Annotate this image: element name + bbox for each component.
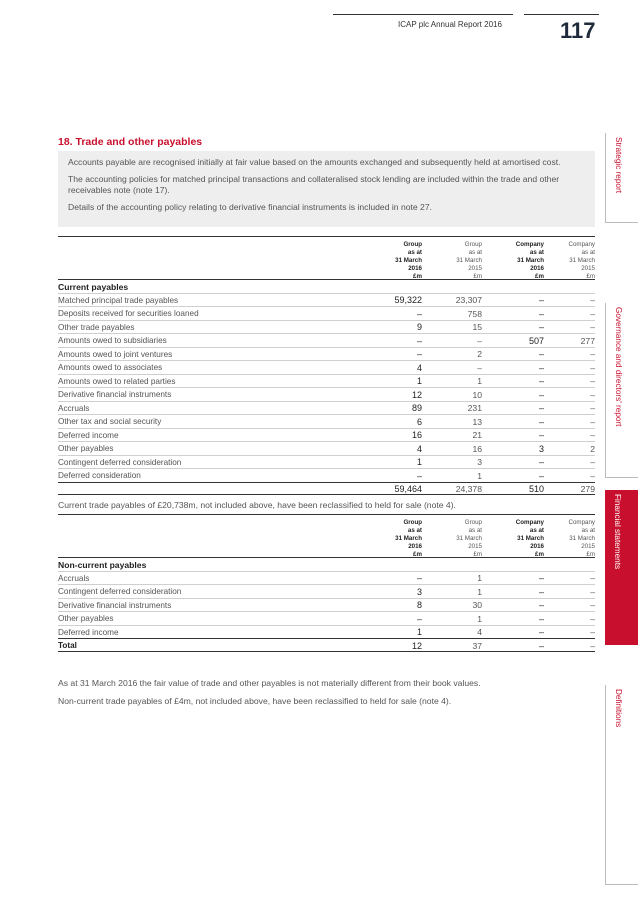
row-value: 59,322 bbox=[394, 295, 422, 305]
non-current-held-for-sale-note: Non-current trade payables of £4m, not included above, have been reclassified to held for sale (note 4). bbox=[58, 696, 452, 706]
row-value: – bbox=[538, 403, 544, 413]
col-header-company-2015: Company as at 31 March 2015 £m bbox=[568, 519, 595, 558]
total-value: 279 bbox=[580, 484, 595, 494]
row-value: – bbox=[590, 470, 595, 481]
side-tab-strategic-report[interactable] bbox=[605, 133, 638, 223]
tab-divider bbox=[606, 477, 638, 478]
non-current-total-row bbox=[58, 638, 595, 652]
table-row bbox=[58, 374, 595, 388]
row-value: 8 bbox=[416, 600, 422, 610]
row-value: – bbox=[538, 389, 544, 400]
row-value: 758 bbox=[467, 308, 482, 319]
row-value: 12 bbox=[411, 389, 422, 400]
row-value: – bbox=[538, 376, 544, 386]
row-value: – bbox=[477, 335, 482, 346]
row-value: 231 bbox=[467, 403, 482, 413]
row-value: 507 bbox=[528, 335, 544, 346]
tab-divider bbox=[606, 884, 638, 885]
fair-value-note: As at 31 March 2016 the fair value of trade and other payables is not materially different from their book values. bbox=[58, 678, 481, 688]
row-value: – bbox=[416, 349, 422, 359]
row-value: – bbox=[538, 470, 544, 481]
row-value: – bbox=[477, 362, 482, 373]
row-value: – bbox=[538, 416, 544, 427]
tab-divider bbox=[606, 222, 638, 223]
row-value: 4 bbox=[416, 362, 422, 373]
side-tab-label: Governance and directors' report bbox=[614, 307, 623, 427]
row-value: – bbox=[416, 470, 422, 481]
row-value: 10 bbox=[472, 389, 482, 400]
row-value: 89 bbox=[411, 403, 422, 413]
row-value: 16 bbox=[411, 430, 422, 440]
row-value: – bbox=[538, 295, 544, 305]
current-payables-table bbox=[58, 236, 595, 495]
row-value: – bbox=[590, 349, 595, 359]
side-tab-label: Definitions bbox=[614, 689, 623, 728]
table-row bbox=[58, 333, 595, 347]
row-label: Derivative financial instruments bbox=[58, 390, 172, 399]
row-value: – bbox=[590, 586, 595, 597]
total-value: 37 bbox=[472, 640, 482, 651]
row-value: – bbox=[538, 349, 544, 359]
current-payables-heading: Current payables bbox=[58, 282, 129, 292]
row-value: 4 bbox=[416, 443, 422, 454]
row-label: Derivative financial instruments bbox=[58, 600, 172, 610]
row-value: – bbox=[538, 362, 544, 373]
header-rule-right bbox=[524, 14, 599, 15]
row-value: – bbox=[538, 430, 544, 440]
row-label: Amounts owed to joint ventures bbox=[58, 349, 173, 359]
row-value: 1 bbox=[416, 627, 422, 637]
row-value: – bbox=[416, 308, 422, 319]
table-row bbox=[58, 347, 595, 361]
row-value: 2 bbox=[477, 349, 482, 359]
row-value: – bbox=[590, 430, 595, 440]
row-label: Accruals bbox=[58, 573, 90, 583]
table-row bbox=[58, 441, 595, 455]
current-payables-heading-row bbox=[58, 279, 595, 293]
row-label: Deferred income bbox=[58, 627, 119, 637]
row-value: – bbox=[590, 627, 595, 637]
table-row bbox=[58, 584, 595, 598]
row-value: – bbox=[416, 335, 422, 346]
col-header-company-2016: Company as at 31 March 2016 £m bbox=[515, 241, 544, 280]
side-tab-label: Financial statements bbox=[613, 494, 622, 570]
row-label: Amounts owed to subsidiaries bbox=[58, 336, 167, 345]
row-label: Accruals bbox=[58, 403, 90, 413]
col-header-group-2016: Group as at 31 March 2016 £m bbox=[395, 241, 422, 280]
table-row bbox=[58, 455, 595, 469]
row-value: 15 bbox=[472, 322, 482, 332]
policy-box bbox=[58, 151, 595, 227]
table-row bbox=[58, 360, 595, 374]
row-value: – bbox=[590, 416, 595, 427]
row-label: Amounts owed to associates bbox=[58, 363, 163, 372]
col-header-company-2016: Company as at 31 March 2016 £m bbox=[515, 519, 544, 558]
row-value: – bbox=[416, 613, 422, 624]
row-value: – bbox=[590, 600, 595, 610]
table-row bbox=[58, 401, 595, 415]
section-title: 18. Trade and other payables bbox=[58, 136, 203, 148]
row-value: 3 bbox=[416, 586, 422, 597]
policy-text-2 bbox=[68, 174, 585, 197]
total-value: – bbox=[590, 640, 595, 651]
table-row bbox=[58, 468, 595, 482]
row-value: 1 bbox=[477, 470, 482, 481]
row-value: – bbox=[538, 613, 544, 624]
total-value: 510 bbox=[528, 484, 544, 494]
policy-text-1: Accounts payable are recognised initially at fair value based on the amounts exchanged and subsequently held at amortised cost. bbox=[68, 157, 561, 167]
total-label: Total bbox=[58, 641, 77, 650]
row-value: 1 bbox=[477, 376, 482, 386]
row-value: – bbox=[590, 308, 595, 319]
row-value: 1 bbox=[477, 573, 482, 583]
current-note: Current trade payables of £20,738m, not included above, have been reclassified to held for sale (note 4). bbox=[58, 500, 456, 510]
row-label: Matched principal trade payables bbox=[58, 295, 179, 305]
page-number: 117 bbox=[560, 18, 596, 43]
row-value: 21 bbox=[472, 430, 482, 440]
row-value: 3 bbox=[477, 457, 482, 467]
row-value: 23,307 bbox=[455, 295, 482, 305]
table-row bbox=[58, 414, 595, 428]
row-label: Deferred consideration bbox=[58, 471, 141, 480]
row-label: Other tax and social security bbox=[58, 417, 162, 426]
row-value: – bbox=[590, 322, 595, 332]
row-value: – bbox=[538, 586, 544, 597]
row-label: Amounts owed to related parties bbox=[58, 376, 176, 386]
col-header-group-2015: Group as at 31 March 2015 £m bbox=[456, 241, 482, 280]
row-value: – bbox=[590, 362, 595, 373]
row-value: 277 bbox=[580, 335, 595, 346]
row-value: – bbox=[590, 389, 595, 400]
non-current-payables-table bbox=[58, 514, 595, 652]
total-value: – bbox=[538, 640, 544, 651]
row-value: – bbox=[416, 573, 422, 583]
row-value: – bbox=[538, 457, 544, 467]
table-row bbox=[58, 598, 595, 612]
row-value: – bbox=[538, 322, 544, 332]
row-value: 16 bbox=[472, 443, 482, 454]
side-tab-label: Strategic report bbox=[614, 137, 623, 193]
non-current-payables-heading-row bbox=[58, 557, 595, 571]
col-header-group-2015: Group as at 31 March 2015 £m bbox=[456, 519, 482, 558]
row-value: 2 bbox=[590, 443, 595, 454]
row-label: Other payables bbox=[58, 444, 114, 453]
table-row bbox=[58, 611, 595, 625]
row-value: 13 bbox=[472, 416, 482, 427]
header-rule bbox=[333, 14, 513, 15]
non-current-payables-heading: Non-current payables bbox=[58, 560, 147, 570]
row-value: – bbox=[590, 403, 595, 413]
total-value: 59,464 bbox=[394, 484, 422, 494]
column-header-row bbox=[58, 237, 595, 279]
row-value: – bbox=[590, 613, 595, 624]
side-tab-financial-statements[interactable] bbox=[605, 490, 638, 645]
column-header-row bbox=[58, 515, 595, 557]
row-value: 3 bbox=[538, 443, 544, 454]
row-value: – bbox=[590, 376, 595, 386]
total-value: 12 bbox=[411, 640, 422, 651]
table-row bbox=[58, 387, 595, 401]
row-label: Other trade payables bbox=[58, 322, 135, 332]
side-tab-governance[interactable] bbox=[605, 303, 638, 478]
row-value: 9 bbox=[416, 322, 422, 332]
current-total-row bbox=[58, 482, 595, 496]
row-value: 1 bbox=[416, 457, 422, 467]
table-row bbox=[58, 293, 595, 307]
row-value: 1 bbox=[416, 376, 422, 386]
policy-text-2b: receivables note (note 17). bbox=[68, 185, 170, 195]
policy-text-2a: The accounting policies for matched principal transactions and collateralised stock lending are included within the trade and other bbox=[68, 173, 560, 184]
col-header-company-2015: Company as at 31 March 2015 £m bbox=[568, 241, 595, 280]
row-label: Contingent deferred consideration bbox=[58, 457, 182, 467]
row-value: 1 bbox=[477, 613, 482, 624]
row-value: – bbox=[590, 573, 595, 583]
table-row bbox=[58, 428, 595, 442]
row-value: 4 bbox=[477, 627, 482, 637]
total-value: 24,378 bbox=[455, 484, 482, 494]
row-label: Deposits received for securities loaned bbox=[58, 309, 199, 318]
row-value: – bbox=[538, 308, 544, 319]
report-title: ICAP plc Annual Report 2016 bbox=[398, 20, 502, 29]
row-value: – bbox=[538, 627, 544, 637]
table-row bbox=[58, 320, 595, 334]
row-label: Deferred income bbox=[58, 430, 119, 440]
row-value: – bbox=[538, 573, 544, 583]
row-label: Contingent deferred consideration bbox=[58, 587, 182, 596]
row-value: – bbox=[590, 457, 595, 467]
policy-text-3: Details of the accounting policy relating to derivative financial instruments is included in note 27. bbox=[68, 201, 433, 212]
row-label: Other payables bbox=[58, 614, 114, 623]
col-header-group-2016: Group as at 31 March 2016 £m bbox=[395, 519, 422, 558]
table-row bbox=[58, 306, 595, 320]
table-row bbox=[58, 625, 595, 639]
row-value: 6 bbox=[416, 416, 422, 427]
row-value: – bbox=[590, 295, 595, 305]
row-value: – bbox=[538, 600, 544, 610]
table-row bbox=[58, 571, 595, 585]
side-tab-definitions[interactable] bbox=[605, 685, 638, 885]
row-value: 30 bbox=[472, 600, 482, 610]
row-value: 1 bbox=[477, 586, 482, 597]
